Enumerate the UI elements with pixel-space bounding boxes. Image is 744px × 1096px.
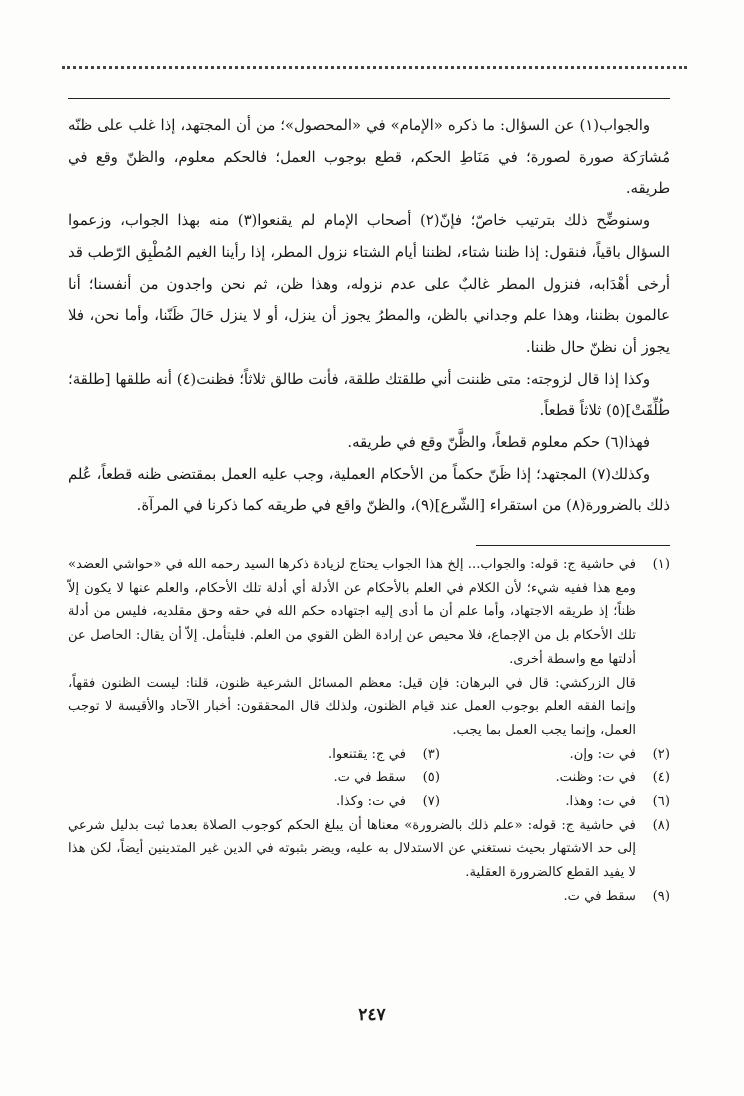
footnote-text: في حاشية ج: قوله: والجواب... إلخ هذا الجواب يحتاج لزيادة ذكرها السيد رحمه الله في «حواشي العضد» ومع هذا ففيه شيء؛ لأن الكلام في العلم بالأحكام عن الأدلة أي أدلة تلك الأحكام، والعلم عنها لا يكون إلاّ ظناً؛ إذ طريقه الاجتهاد، وأما علم أن ما أدى إليه اجتهاده حكم الله في حقه وحق مقلديه، فليس من أدلة تلك الأحكام بل من الإجماع، فلا محيص عن إرادة الظن القوي من العلم. فليتأمل. إلاّ أن يقال: الحاصل عن أدلتها مع واسطة أخرى. xyxy=(68,557,636,667)
footnote-number: (٤) xyxy=(652,770,670,786)
paragraph: وسنوضِّح ذلك بترتيب خاصّ؛ فإنّ(٢) أصحاب الإمام لم يقنعوا(٣) منه بهذا الجواب، وزعموا السؤال باقياً، فنقول: إذا ظننا شتاء، لظننا أيام الشتاء نزول المطر، إذا رأينا الغيم المُطْبِق الرّطب قد أرخى أهْدَابه، فنزول المطر غالبٌ على عدم نزوله، وهذا ظن، ثم نحن واجدون من أنفسنا؛ أنا عالمون بظننا، وهذا علم وجداني بالظن، والمطرُ يجوز أن ينزل، أو لا ينزل حَالَ ظَنّنا، وأما نحن، فلا يجوز أن نظنّ حال ظننا. xyxy=(68,212,670,356)
footnote-row xyxy=(68,743,670,767)
footnote-number: (٣) xyxy=(422,746,440,762)
footnote-text: في ت: وكذا. xyxy=(336,794,406,810)
footnote-number: (١) xyxy=(652,557,670,572)
paragraph: والجواب(١) عن السؤال: ما ذكره «الإمام» في «المحصول»؛ من أن المجتهد، إذا غلب على ظنّه مُشارَكة صورة لصورة؛ في مَنَاطِ الحكم، قطع بوجوب العمل؛ فالحكم معلوم، والظنّ وقع في طريقه. xyxy=(68,117,670,198)
top-dotted-line xyxy=(62,66,687,69)
footnote-text: في ت: وهذا. xyxy=(565,794,636,810)
page-number: ٢٤٧ xyxy=(358,1005,386,1025)
footnote-6 xyxy=(440,790,670,814)
footnote-7 xyxy=(210,790,440,814)
footnote-text: في ت: وإن. xyxy=(569,746,636,762)
footnote-number: (٢) xyxy=(652,746,670,762)
footnote-number: (٥) xyxy=(422,770,440,786)
footnote-number: (٩) xyxy=(652,888,670,904)
footnote-row xyxy=(68,766,670,790)
footnote-4 xyxy=(440,766,670,790)
header-rule xyxy=(68,98,670,99)
footnote-3 xyxy=(210,743,440,767)
footnote-9 xyxy=(68,885,670,909)
footnote-separator xyxy=(476,545,670,546)
footnote-number: (٧) xyxy=(422,794,440,810)
footnote-number: (٦) xyxy=(652,794,670,810)
footnote-8 xyxy=(68,814,670,885)
footnote-text: في حاشية ج: قوله: «علم ذلك بالضرورة» معناها أن يبلغ الحكم كوجوب الصلاة بعدما ثبت بدليل شرعي إلى حد الاشتهار بحيث نستغني عن الاستدلال به عليه، ويضر بثبوته في الدين غير المتدينين أيضاً، لكن هذا لا يفيد القطع كالضرورة العقلية. xyxy=(68,817,636,881)
footnote-text: في ج: يقتنعوا. xyxy=(328,746,406,762)
footnote-5 xyxy=(210,766,440,790)
paragraph: فهذا(٦) حكم معلوم قطعاً، والظَّنّ وقع في طريقه. xyxy=(347,434,650,452)
main-text xyxy=(68,110,670,522)
footnote-number: (٨) xyxy=(652,817,670,833)
footnote-row xyxy=(68,790,670,814)
paragraph: وكذا إذا قال لزوجته: متى ظننت أني طلقتك طلقة، فأنت طالق ثلاثاً؛ فظنت(٤) أنه طلقها [طلقة؛ طُلِّقَتْ](٥) ثلاثاً قطعاً. xyxy=(68,370,670,420)
footnote-1 xyxy=(68,553,670,743)
footnote-text: سقط في ت. xyxy=(333,770,406,786)
footnote-text: سقط في ت. xyxy=(563,888,636,904)
footnote-2 xyxy=(440,743,670,767)
paragraph: وكذلك(٧) المجتهد؛ إذا ظَنّ حكماً من الأحكام العملية، وجب عليه العمل بمقتضى ظنه قطعاً، عُلم ذلك بالضرورة(٨) من استقراء [الشّرع](٩)، والظنّ واقع في طريقه كما ذكرنا في المرآة. xyxy=(68,465,670,515)
footnote-text: قال الزركشي: قال في البرهان: فإن قيل: معظم المسائل الشرعية ظنون، قلنا: ليست الظنون فقهاً، وإنما الفقه العلم بوجوب العمل عند قيام الظنون، ولذلك قال المحققون: أخبار الآحاد والأقيسة لا توجب العمل، وإنما يجب العمل بما يجب. xyxy=(68,675,636,738)
footnotes xyxy=(68,553,670,909)
footnote-text: في ت: وظنت. xyxy=(555,770,636,786)
